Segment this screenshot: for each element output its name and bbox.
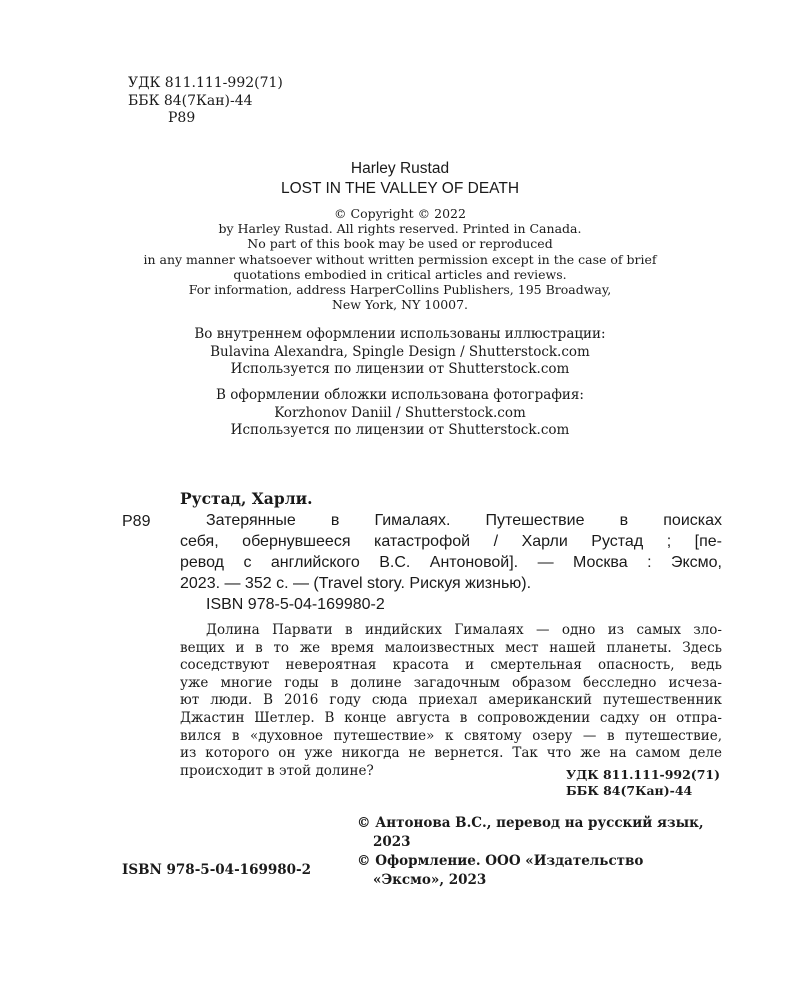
description-line: ревод с английского В.С. Антоновой]. — Москва : Эксмо, [180, 554, 722, 571]
cover-photo-credits [0, 387, 800, 440]
copyright-line: by Harley Rustad. All rights reserved. Printed in Canada. [218, 221, 582, 237]
copyright-line: quotations embodied in critical articles and reviews. [233, 266, 567, 282]
udk-code: УДК 811.111-992(71) [566, 767, 721, 782]
bibliographic-description [180, 510, 722, 594]
copyright-line: No part of this book may be used or reproduced [247, 236, 553, 252]
credit-line: Во внутреннем оформлении использованы иллюстрации: [194, 326, 606, 342]
isbn-bottom: ISBN 978-5-04-169980-2 [122, 862, 312, 878]
annotation-line: Джастин Шетлер. В конце августа в сопровождении садху он отпра- [180, 709, 722, 726]
bibliographic-code: Р89 [122, 513, 151, 530]
credit-line: Используется по лицензии от Shutterstock.com [230, 361, 570, 377]
annotation-line: происходит в этой долине? [180, 762, 374, 779]
author-sign-code: Р89 [168, 110, 196, 126]
design-copyright: © Оформление. ООО «Издательство [357, 853, 644, 869]
copyright-line: New York, NY 10007. [331, 297, 469, 313]
design-copyright-publisher: «Эксмо», 2023 [373, 872, 487, 888]
annotation-line: вещих и в то же время малоизвестных мест нашей планеты. Здесь [180, 639, 722, 656]
description-line: себя, обернувшееся катастрофой / Харли Рустад ; [пе- [180, 533, 722, 550]
annotation [180, 622, 722, 780]
annotation-line: вился в «духовное путешествие» к святому озеру — в путешествие, [180, 727, 722, 744]
copyright-line: For information, address HarperCollins Publishers, 195 Broadway, [188, 282, 612, 298]
copyright-holders [357, 814, 704, 890]
annotation-line: соседствуют невероятная красота и смертельная опасность, ведь [180, 657, 722, 674]
annotation-line: из которого он уже никогда не вернется. Так что же на самом деле [180, 745, 722, 762]
credit-line: Korzhonov Daniil / Shutterstock.com [274, 404, 526, 421]
translation-copyright-year: 2023 [373, 834, 411, 850]
description-line: Затерянные в Гималаях. Путешествие в поисках [206, 512, 722, 529]
annotation-line: уже многие годы в долине загадочным образом бесследно исчеза- [180, 674, 722, 691]
credit-line: Bulavina Alexandra, Spingle Design / Shutterstock.com [210, 343, 590, 360]
copyright-line: in any manner whatsoever without written permission except in the case of brief [143, 251, 657, 267]
bbk-code: ББК 84(7Кан)-44 [566, 783, 693, 798]
bibliographic-isbn: ISBN 978-5-04-169980-2 [206, 596, 385, 613]
original-copyright-notice [0, 206, 800, 312]
original-author: Harley Rustad [350, 160, 450, 177]
translation-copyright: © Антонова В.С., перевод на русский язык, [357, 815, 704, 831]
credit-line: Используется по лицензии от Shutterstock.com [230, 422, 570, 438]
description-line: 2023. — 352 с. — (Travel story. Рискуя жизнью). [180, 575, 532, 592]
credit-line: В оформлении обложки использована фотография: [216, 387, 584, 403]
bbk-code: ББК 84(7Кан)-44 [128, 92, 253, 109]
bibliographic-author: Рустад, Харли. [180, 489, 313, 508]
original-title: LOST IN THE VALLEY OF DEATH [280, 180, 520, 197]
illustration-credits [0, 326, 800, 379]
classification-codes-top [128, 75, 283, 128]
classification-codes-bottom [566, 767, 720, 799]
copyright-line: © Copyright © 2022 [334, 206, 466, 221]
annotation-line: ют люди. В 2016 году сюда приехал американский путешественник [180, 692, 722, 709]
annotation-line: Долина Парвати в индийских Гималаях — одно из самых зло- [206, 622, 722, 638]
udk-code: УДК 811.111-992(71) [128, 75, 283, 91]
